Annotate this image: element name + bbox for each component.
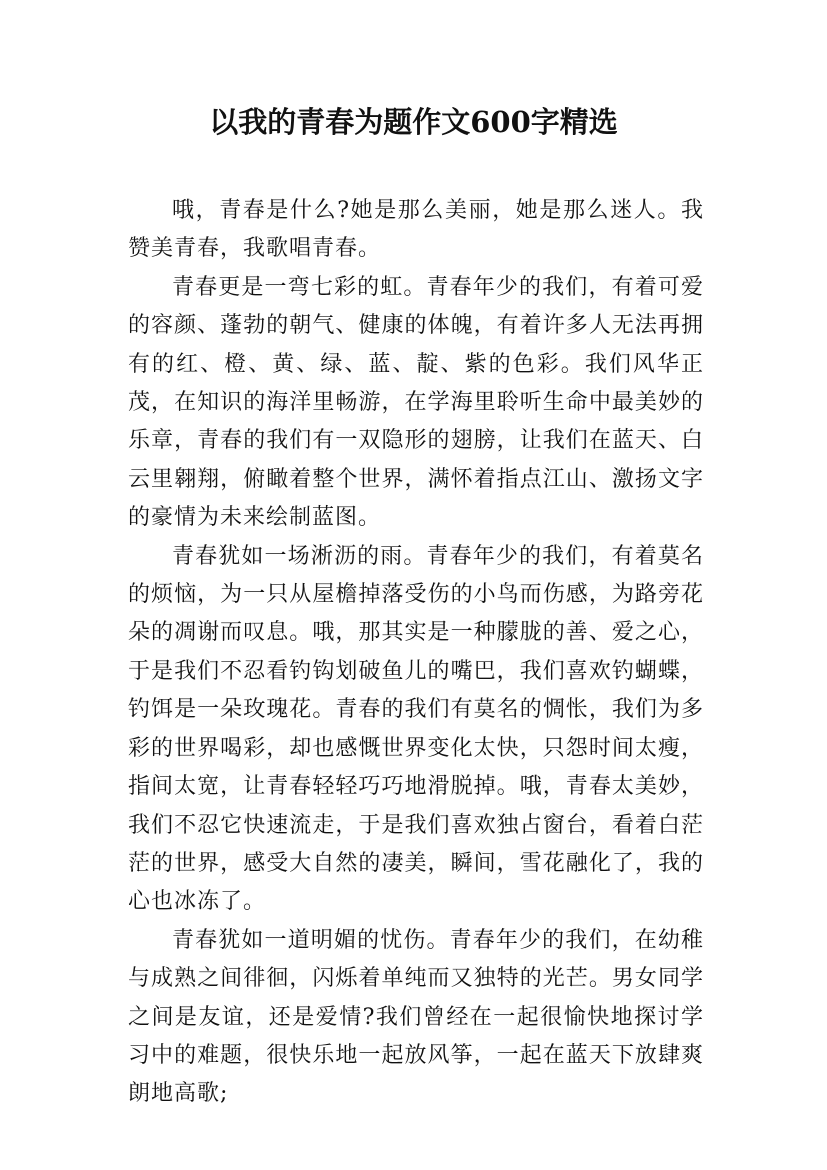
- paragraph-3: 青春犹如一场淅沥的雨。青春年少的我们，有着莫名的烦恼，为一只从屋檐掉落受伤的小鸟而伤感，为路旁花朵的凋谢而叹息。哦，那其实是一种朦胧的善、爱之心，于是我们不忍看钓钩划破鱼儿的嘴巴，我们喜欢钓蝴蝶，钓饵是一朵玫瑰花。青春的我们有莫名的惆怅，我们为多彩的世界喝彩，却也感慨世界变化太快，只怨时间太瘦，指间太宽，让青春轻轻巧巧地滑脱掉。哦，青春太美妙，我们不忍它快速流走，于是我们喜欢独占窗台，看着白茫茫的世界，感受大自然的凄美，瞬间，雪花融化了，我的心也冰冻了。: [128, 543, 704, 915]
- paragraph-2: 青春更是一弯七彩的虹。青春年少的我们，有着可爱的容颜、蓬勃的朝气、健康的体魄，有着许多人无法再拥有的红、橙、黄、绿、蓝、靛、紫的色彩。我们风华正茂，在知识的海洋里畅游，在学海里聆听生命中最美妙的乐章，青春的我们有一双隐形的翅膀，让我们在蓝天、白云里翱翔，俯瞰着整个世界，满怀着指点江山、激扬文字的豪情为未来绘制蓝图。: [128, 274, 704, 531]
- paragraph-1: 哦，青春是什么?她是那么美丽，她是那么迷人。我赞美青春，我歌唱青春。: [128, 198, 704, 262]
- document-title: 以我的青春为题作文600字精选: [209, 105, 618, 139]
- document-body: [128, 192, 704, 1114]
- paragraph-4: 青春犹如一道明媚的忧伤。青春年少的我们，在幼稚与成熟之间徘徊，闪烁着单纯而又独特的光芒。男女同学之间是友谊，还是爱情?我们曾经在一起很愉快地探讨学习中的难题，很快乐地一起放风筝，一起在蓝天下放肆爽朗地高歌;: [128, 927, 704, 1107]
